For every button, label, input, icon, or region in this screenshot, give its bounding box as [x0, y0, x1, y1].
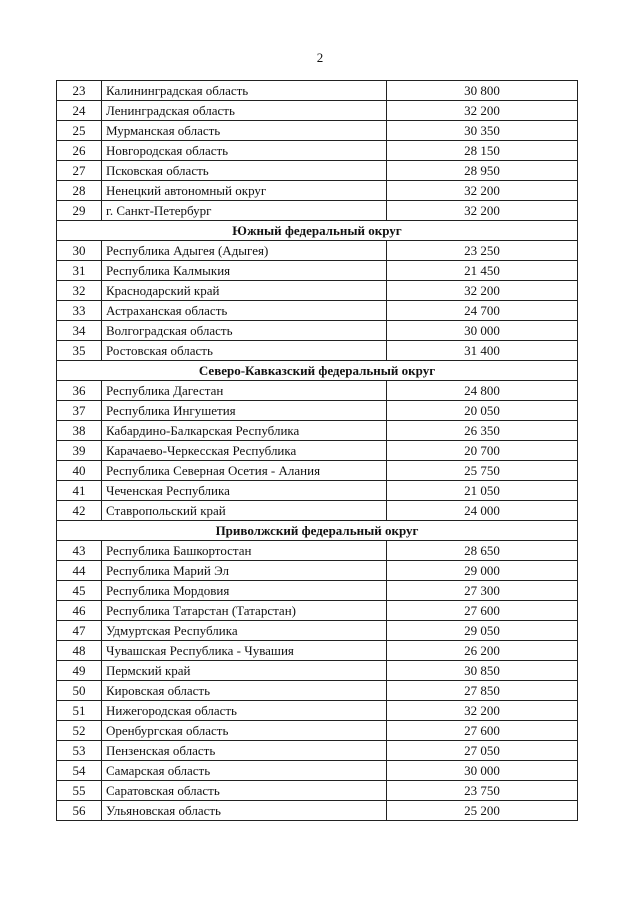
row-number: 28	[57, 181, 102, 201]
region-name: Кировская область	[102, 681, 387, 701]
row-number: 36	[57, 381, 102, 401]
region-value: 24 000	[387, 501, 578, 521]
table-row	[57, 121, 578, 141]
section-title: Южный федеральный округ	[57, 221, 578, 241]
table-row	[57, 661, 578, 681]
region-name: Мурманская область	[102, 121, 387, 141]
table-row	[57, 321, 578, 341]
table-row	[57, 701, 578, 721]
region-value: 30 350	[387, 121, 578, 141]
table-row	[57, 161, 578, 181]
row-number: 25	[57, 121, 102, 141]
region-value: 32 200	[387, 701, 578, 721]
row-number: 48	[57, 641, 102, 661]
row-number: 30	[57, 241, 102, 261]
row-number: 50	[57, 681, 102, 701]
region-value: 30 000	[387, 761, 578, 781]
region-name: Чеченская Республика	[102, 481, 387, 501]
section-title: Северо-Кавказский федеральный округ	[57, 361, 578, 381]
row-number: 46	[57, 601, 102, 621]
table-row	[57, 201, 578, 221]
page-number: 2	[316, 50, 324, 65]
region-value: 24 800	[387, 381, 578, 401]
row-number: 41	[57, 481, 102, 501]
region-name: Ульяновская область	[102, 801, 387, 821]
table-row	[57, 501, 578, 521]
region-value: 26 200	[387, 641, 578, 661]
row-number: 26	[57, 141, 102, 161]
region-value: 31 400	[387, 341, 578, 361]
table-row	[57, 81, 578, 101]
table-row	[57, 581, 578, 601]
table-row	[57, 641, 578, 661]
row-number: 43	[57, 541, 102, 561]
regions-table-body	[57, 81, 578, 821]
table-row	[57, 761, 578, 781]
row-number: 56	[57, 801, 102, 821]
table-row	[57, 601, 578, 621]
region-name: Пермский край	[102, 661, 387, 681]
region-value: 30 000	[387, 321, 578, 341]
region-name: Республика Ингушетия	[102, 401, 387, 421]
region-value: 21 050	[387, 481, 578, 501]
table-row	[57, 101, 578, 121]
table-row	[57, 181, 578, 201]
table-row	[57, 561, 578, 581]
row-number: 29	[57, 201, 102, 221]
region-value: 30 800	[387, 81, 578, 101]
table-row	[57, 141, 578, 161]
row-number: 23	[57, 81, 102, 101]
table-row	[57, 241, 578, 261]
table-row	[57, 781, 578, 801]
row-number: 33	[57, 301, 102, 321]
region-value: 27 300	[387, 581, 578, 601]
region-name: Новгородская область	[102, 141, 387, 161]
region-name: Краснодарский край	[102, 281, 387, 301]
row-number: 32	[57, 281, 102, 301]
section-header-row	[57, 221, 578, 241]
row-number: 49	[57, 661, 102, 681]
table-row	[57, 541, 578, 561]
row-number: 47	[57, 621, 102, 641]
region-value: 27 600	[387, 721, 578, 741]
region-name: Карачаево-Черкесская Республика	[102, 441, 387, 461]
section-header-row	[57, 361, 578, 381]
table-row	[57, 721, 578, 741]
region-name: Республика Северная Осетия - Алания	[102, 461, 387, 481]
region-name: Республика Адыгея (Адыгея)	[102, 241, 387, 261]
row-number: 27	[57, 161, 102, 181]
region-name: Саратовская область	[102, 781, 387, 801]
region-name: Республика Дагестан	[102, 381, 387, 401]
table-row	[57, 621, 578, 641]
region-value: 20 700	[387, 441, 578, 461]
region-value: 24 700	[387, 301, 578, 321]
region-name: Астраханская область	[102, 301, 387, 321]
region-value: 32 200	[387, 101, 578, 121]
region-name: Нижегородская область	[102, 701, 387, 721]
region-value: 23 250	[387, 241, 578, 261]
region-value: 20 050	[387, 401, 578, 421]
row-number: 52	[57, 721, 102, 741]
region-value: 27 050	[387, 741, 578, 761]
row-number: 55	[57, 781, 102, 801]
row-number: 53	[57, 741, 102, 761]
region-value: 27 850	[387, 681, 578, 701]
region-name: Ростовская область	[102, 341, 387, 361]
region-value: 25 750	[387, 461, 578, 481]
table-row	[57, 341, 578, 361]
region-name: Пензенская область	[102, 741, 387, 761]
region-value: 32 200	[387, 201, 578, 221]
table-row	[57, 741, 578, 761]
region-name: Ставропольский край	[102, 501, 387, 521]
region-name: Республика Башкортостан	[102, 541, 387, 561]
row-number: 51	[57, 701, 102, 721]
row-number: 24	[57, 101, 102, 121]
region-name: Ленинградская область	[102, 101, 387, 121]
row-number: 38	[57, 421, 102, 441]
region-name: г. Санкт-Петербург	[102, 201, 387, 221]
row-number: 45	[57, 581, 102, 601]
region-value: 32 200	[387, 281, 578, 301]
table-row	[57, 441, 578, 461]
table-row	[57, 301, 578, 321]
row-number: 54	[57, 761, 102, 781]
region-name: Чувашская Республика - Чувашия	[102, 641, 387, 661]
region-name: Ненецкий автономный округ	[102, 181, 387, 201]
region-value: 23 750	[387, 781, 578, 801]
row-number: 42	[57, 501, 102, 521]
table-row	[57, 681, 578, 701]
row-number: 37	[57, 401, 102, 421]
region-value: 28 150	[387, 141, 578, 161]
region-value: 26 350	[387, 421, 578, 441]
region-name: Волгоградская область	[102, 321, 387, 341]
section-title: Приволжский федеральный округ	[57, 521, 578, 541]
region-value: 28 650	[387, 541, 578, 561]
region-name: Удмуртская Республика	[102, 621, 387, 641]
region-value: 29 050	[387, 621, 578, 641]
table-row	[57, 381, 578, 401]
region-value: 27 600	[387, 601, 578, 621]
table-row	[57, 461, 578, 481]
region-name: Республика Татарстан (Татарстан)	[102, 601, 387, 621]
region-name: Оренбургская область	[102, 721, 387, 741]
region-name: Кабардино-Балкарская Республика	[102, 421, 387, 441]
row-number: 34	[57, 321, 102, 341]
table-row	[57, 481, 578, 501]
table-row	[57, 281, 578, 301]
row-number: 35	[57, 341, 102, 361]
region-name: Республика Калмыкия	[102, 261, 387, 281]
section-header-row	[57, 521, 578, 541]
row-number: 31	[57, 261, 102, 281]
table-row	[57, 401, 578, 421]
region-value: 30 850	[387, 661, 578, 681]
region-value: 29 000	[387, 561, 578, 581]
region-value: 21 450	[387, 261, 578, 281]
region-name: Калининградская область	[102, 81, 387, 101]
table-row	[57, 261, 578, 281]
region-value: 25 200	[387, 801, 578, 821]
regions-table	[56, 80, 578, 821]
region-value: 32 200	[387, 181, 578, 201]
table-row	[57, 421, 578, 441]
row-number: 40	[57, 461, 102, 481]
row-number: 44	[57, 561, 102, 581]
row-number: 39	[57, 441, 102, 461]
region-name: Псковская область	[102, 161, 387, 181]
region-name: Республика Марий Эл	[102, 561, 387, 581]
region-name: Самарская область	[102, 761, 387, 781]
region-name: Республика Мордовия	[102, 581, 387, 601]
region-value: 28 950	[387, 161, 578, 181]
table-row	[57, 801, 578, 821]
